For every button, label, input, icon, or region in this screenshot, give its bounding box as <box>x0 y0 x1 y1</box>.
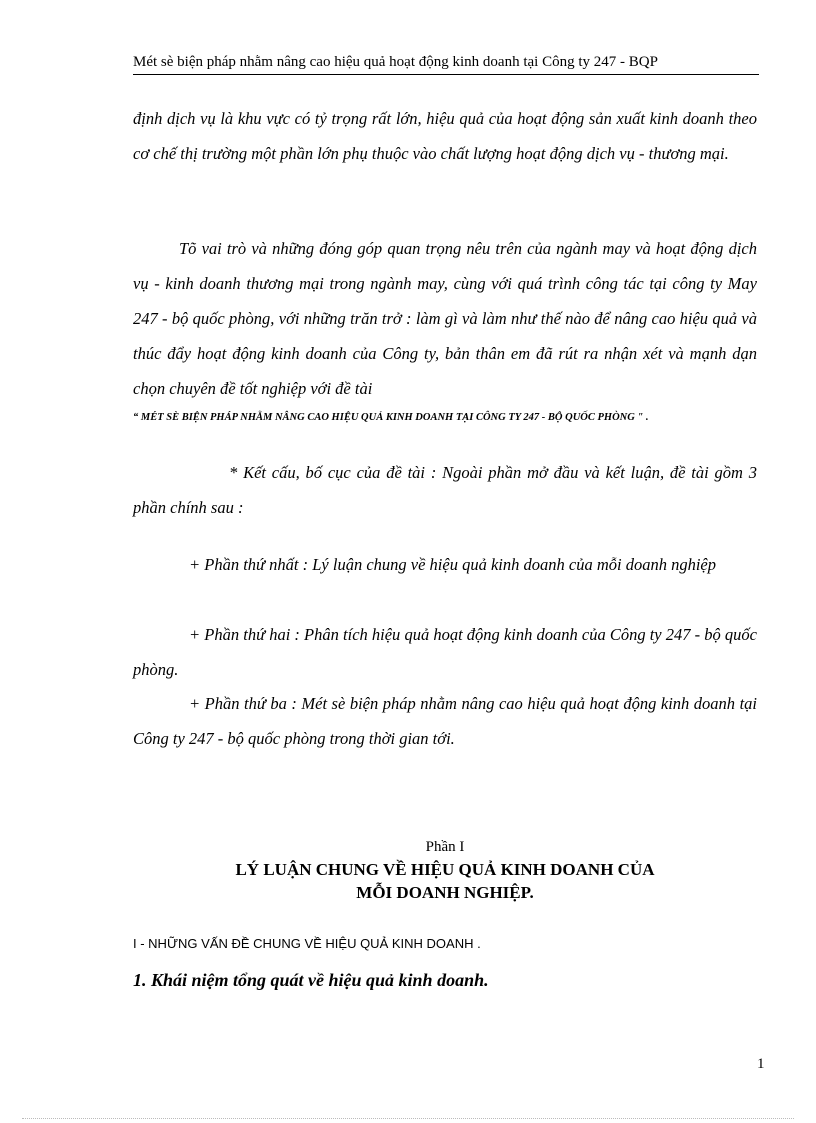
running-header: Mét sè biện pháp nhằm nâng cao hiệu quả hoạt động kinh doanh tại Công ty 247 - BQP <box>133 52 759 75</box>
page-boundary <box>22 1118 794 1119</box>
part-3: + Phần thứ ba : Mét sè biện pháp nhằm nâng cao hiệu quả hoạt động kinh doanh tại Công ty 247 - bộ quốc phòng trong thời gian tới. <box>133 694 757 748</box>
structure-intro: * Kết cấu, bố cục của đề tài : Ngoài phần mở đầu và kết luận, đề tài gồm 3 phần chính sau : <box>133 463 757 517</box>
part-2: + Phần thứ hai : Phân tích hiệu quả hoạt động kinh doanh của Công ty 247 - bộ quốc phòng. <box>133 625 757 679</box>
topic-title: “ MÉT SÈ BIỆN PHÁP NHẰM NÂNG CAO HIỆU QUẢ KINH DOANH TẠI CÔNG TY 247 - BỘ QUỐC PHÒNG " . <box>133 412 649 423</box>
page-number: 1 <box>757 1056 765 1072</box>
subsection-1-heading: 1. Khái niệm tổng quát về hiệu quả kinh doanh. <box>133 970 489 990</box>
paragraph-2: Tõ vai trò và những đóng góp quan trọng nêu trên của ngành may và hoạt động dịch vụ - kinh doanh thương mại trong ngành may, cùng với quá trình công tác tại công ty May 247 - bộ quốc phòng, với những trăn trở : làm gì và làm như thế nào để nâng cao hiệu quả và thúc đẩy hoạt động kinh doanh của Công ty, bản thân em đã rút ra nhận xét và mạnh dạn chọn chuyên đề tốt nghiệp với đề tài <box>133 239 757 398</box>
section-label: Phần I <box>425 839 465 855</box>
section-title-line1: LÝ LUẬN CHUNG VỀ HIỆU QUẢ KINH DOANH CỦA <box>235 860 655 879</box>
section-title-line2: MỖI DOANH NGHIỆP. <box>356 883 534 902</box>
part-1: + Phần thứ nhất : Lý luận chung về hiệu quả kinh doanh của mỗi doanh nghiệp <box>189 555 716 574</box>
subsection-heading: I - NHỮNG VẤN ĐỀ CHUNG VỀ HIỆU QUẢ KINH DOANH . <box>133 936 481 951</box>
paragraph-1: định dịch vụ là khu vực có tỷ trọng rất lớn, hiệu quả của hoạt động sản xuất kinh doanh theo cơ chế thị trường một phần lớn phụ thuộc vào chất lượng hoạt động dịch vụ - thương mại. <box>133 109 757 163</box>
